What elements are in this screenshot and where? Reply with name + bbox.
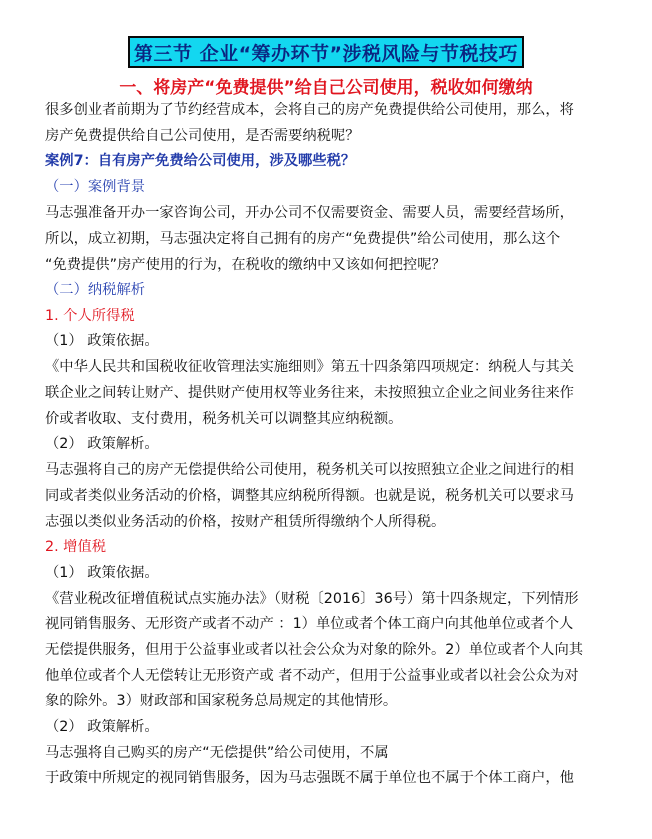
- income-tax-basis-line-1: 《中华人民共和国税收征收管理法实施细则》第五十四条第四项规定：纳税人与其关: [45, 359, 574, 375]
- section-title: 第三节 企业“筹办环节”涉税风险与节税技巧: [128, 36, 524, 68]
- vat-basis-label: （1） 政策依据。: [45, 565, 159, 581]
- vat-basis-line-1: 《营业税改征增值税试点实施办法》（财税〔2016〕36号）第十四条规定，下列情形: [45, 591, 579, 607]
- intro-line-1: 很多创业者前期为了节约经营成本，会将自己的房产免费提供给公司使用，那么，将: [45, 102, 574, 118]
- case-heading: 案例7：自有房产免费给公司使用，涉及哪些税？: [45, 153, 356, 169]
- vat-heading: 2. 增值税: [45, 539, 107, 555]
- income-tax-analysis-line-2: 同或者类似业务活动的价格，调整其应纳税所得额。也就是说，税务机关可以要求马: [45, 488, 574, 504]
- income-tax-analysis-label: （2） 政策解析。: [45, 436, 159, 452]
- vat-basis-line-3: 无偿提供服务，但用于公益事业或者以社会公众为对象的除外。2）单位或者个人向其: [45, 642, 584, 658]
- income-tax-basis-line-3: 价或者收取、支付费用，税务机关可以调整其应纳税额。: [45, 411, 403, 427]
- income-tax-analysis-line-3: 志强以类似业务活动的价格，按财产租赁所得缴纳个人所得税。: [45, 514, 446, 530]
- vat-basis-line-5: 象的除外。3）财政部和国家税务总局规定的其他情形。: [45, 693, 398, 709]
- background-line-2: 所以，成立初期，马志强决定将自己拥有的房产“免费提供”给公司使用，那么这个: [45, 231, 561, 247]
- income-tax-heading: 1. 个人所得税: [45, 308, 135, 324]
- vat-analysis-label: （2） 政策解析。: [45, 719, 159, 735]
- income-tax-analysis-line-1: 马志强将自己的房产无偿提供给公司使用，税务机关可以按照独立企业之间进行的相: [45, 462, 574, 478]
- intro-line-2: 房产免费提供给自己公司使用，是否需要纳税呢？: [45, 128, 360, 144]
- analysis-heading: （二）纳税解析: [45, 282, 146, 298]
- vat-analysis-line-2: 于政策中所规定的视同销售服务，因为马志强既不属于单位也不属于个体工商户，他: [45, 770, 574, 786]
- income-tax-basis-line-2: 联企业之间转让财产、提供财产使用权等业务往来，未按照独立企业之间业务往来作: [45, 385, 574, 401]
- background-line-1: 马志强准备开办一家咨询公司，开办公司不仅需要资金、需要人员，需要经营场所，: [45, 205, 574, 221]
- vat-analysis-line-1: 马志强将自己购买的房产“无偿提供”给公司使用，不属: [45, 745, 389, 761]
- income-tax-basis-label: （1） 政策依据。: [45, 333, 159, 349]
- vat-basis-line-4: 他单位或者个人无偿转让无形资产或 者不动产，但用于公益事业或者以社会公众为对: [45, 668, 579, 684]
- background-heading: （一）案例背景: [45, 179, 146, 195]
- vat-basis-line-2: 视同销售服务、无形资产或者不动产 ：1）单位或者个体工商户向其他单位或者个人: [45, 616, 574, 632]
- section-subtitle: 一、将房产“免费提供”给自己公司使用，税收如何缴纳: [119, 78, 533, 98]
- background-line-3: “免费提供”房产使用的行为，在税收的缴纳中又该如何把控呢？: [45, 257, 446, 273]
